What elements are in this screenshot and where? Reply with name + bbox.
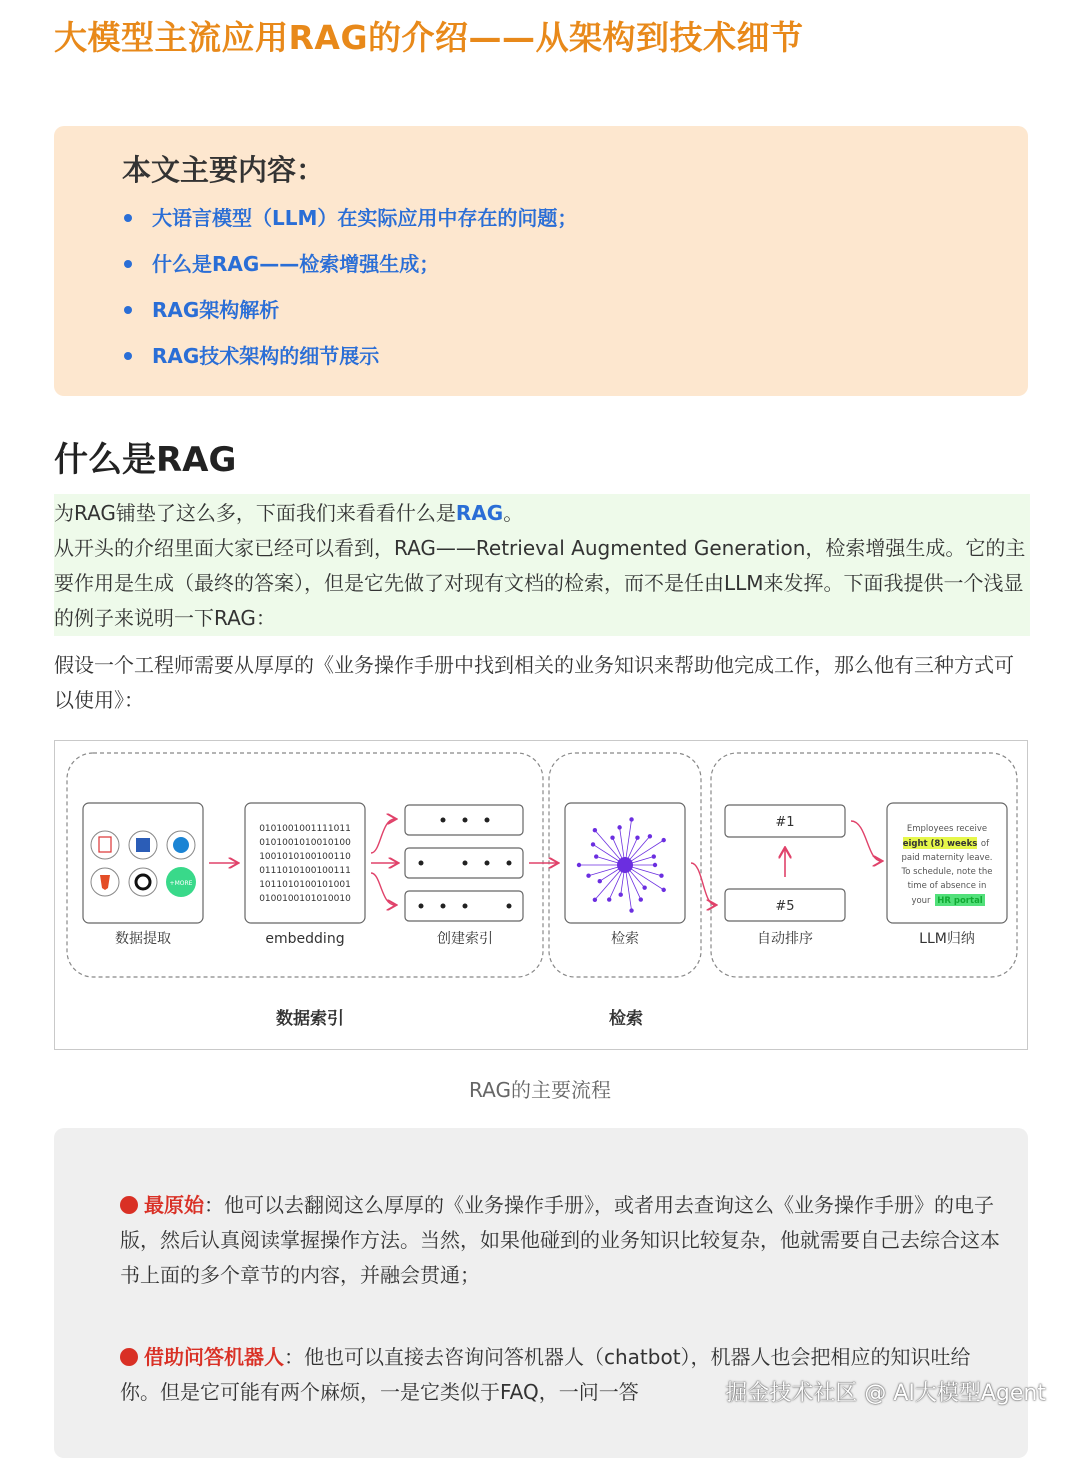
rank-bottom-label: #5 [775,899,795,914]
toc-item-label: 什么是RAG——检索增强生成； [152,252,440,276]
llm-card-line: Employees receive [906,824,988,834]
toc-item-label: RAG技术架构的细节展示 [152,344,380,368]
binary-line: 0101001010010100 [259,838,351,848]
vector-node [593,828,597,832]
method-label: 最原始 [144,1193,204,1217]
toc-heading: 本文主要内容： [122,153,326,187]
vector-node [619,892,623,896]
cloud-app-glyph [173,837,189,853]
rag-accent: RAG [455,501,504,525]
group-label-retrieval: 检索 [609,1009,643,1029]
method-label: 借助问答机器人 [144,1345,284,1369]
step-label-rerank: 自动排序 [757,931,813,947]
toc-item-label: RAG架构解析 [152,298,280,322]
section-title: 什么是RAG [54,440,237,480]
binary-line: 0101001001111011 [259,824,351,834]
figure-caption: RAG的主要流程 [469,1078,611,1102]
toc-item[interactable] [124,340,577,386]
vector-node [648,834,652,838]
red-dot-icon [120,1348,138,1366]
vector-node [591,842,595,846]
llm-card-line: of [980,839,990,849]
arrow-branch-top [371,819,395,853]
bullet-icon [124,260,132,268]
vector-node [661,888,665,892]
article-title: 大模型主流应用RAG的介绍——从架构到技术细节 [54,18,804,57]
rank-top-label: #1 [775,815,795,830]
vector-node [607,897,611,901]
red-dot-icon [120,1196,138,1214]
vector-node [629,908,633,912]
method-item [120,1188,1000,1293]
vector-node [629,817,633,821]
binary-line: 1001010100100110 [259,852,351,862]
vector-node [639,897,643,901]
toc-item[interactable] [124,202,577,248]
vector-node [635,836,639,840]
llm-card-line: To schedule, note the [901,867,993,877]
pdf-glyph [99,837,111,852]
vector-node [653,863,657,867]
arrow-rerank-llm [851,821,881,861]
binary-line: 0111010100100111 [259,866,351,876]
watermark: 掘金技术社区 @ AI大模型Agent [725,1381,1046,1406]
definition-paragraph: 从开头的介绍里面大家已经可以看到，RAG——Retrieval Augmented Generation，检索增强生成。它的主要作用是生成（最终的答案），但是它先做了对现有文档的检索，而不是任由LLM来发挥。下面我提供一个浅显的例子来说明一下RAG： [54,536,1026,630]
scenario-paragraph: 假设一个工程师需要从厚厚的《业务操作手册中找到相关的业务知识来帮助他完成工作，那么他有三种方式可以使用》： [54,653,1014,712]
binary-line: 0100100101010010 [259,894,351,904]
step-label-retrieve: 检索 [611,931,639,947]
bullet-icon [124,214,132,222]
vector-node [586,874,590,878]
intro-text: 为RAG铺垫了这么多，下面我们来看看什么是 [54,501,456,525]
bullet-icon [124,352,132,360]
step-label-index: 创建索引 [437,931,493,947]
toc-item[interactable] [124,248,577,294]
arrow-branch-bottom [371,873,395,905]
vector-node [642,885,646,889]
toc-item-label: 大语言模型（LLM）在实际应用中存在的问题； [152,206,578,230]
word-glyph [136,838,150,852]
embedding-card [245,803,365,923]
rag-flow-figure [54,740,1028,1050]
llm-card-highlight: eight (8) weeks [902,839,978,849]
toc-item[interactable] [124,294,577,340]
intro-paragraph [54,496,1030,531]
vector-node [661,838,665,842]
step-label-llm: LLM归纳 [919,931,975,947]
vector-node [617,825,621,829]
query-node [617,857,633,873]
intro-suffix: 。 [503,501,524,525]
bullet-icon [124,306,132,314]
method-text: ：他也可以直接去咨询问答机器人（chatbot），机器人也会把相应的知识吐给你。但是它可能有两个麻烦，一是它类似于FAQ，一问一答 [120,1345,971,1404]
extract-card [83,803,203,923]
llm-card-line: paid maternity leave. [901,853,993,863]
vector-node [659,874,663,878]
toc-list [124,202,577,386]
openai-icon [129,868,157,896]
method-text: ：他可以去翻阅这么厚厚的《业务操作手册》，或者用去查询这么《业务操作手册》的电子版，然后认真阅读掌握操作方法。当然，如果他碰到的业务知识比较复杂，他就需要自己去综合这本书上面的多个章节的内容，并融会贯通； [120,1193,1000,1287]
llm-card-highlight: HR portal [937,896,983,906]
vector-node [594,854,598,858]
vector-node [598,879,602,883]
llm-card-line: time of absence in [907,881,987,891]
group-label-indexing: 数据索引 [276,1009,344,1029]
more-badge: +MORE [169,880,193,887]
step-label-extract: 数据提取 [115,931,171,947]
toc-box [54,126,1028,396]
vector-node [593,898,597,902]
vector-node [577,863,581,867]
vector-node [610,836,614,840]
step-label-embedding: embedding [265,931,345,947]
binary-line: 1011010100101001 [259,880,351,890]
vector-node [652,854,656,858]
rag-flow-diagram [55,741,1027,1049]
llm-card-line: your [911,896,931,906]
